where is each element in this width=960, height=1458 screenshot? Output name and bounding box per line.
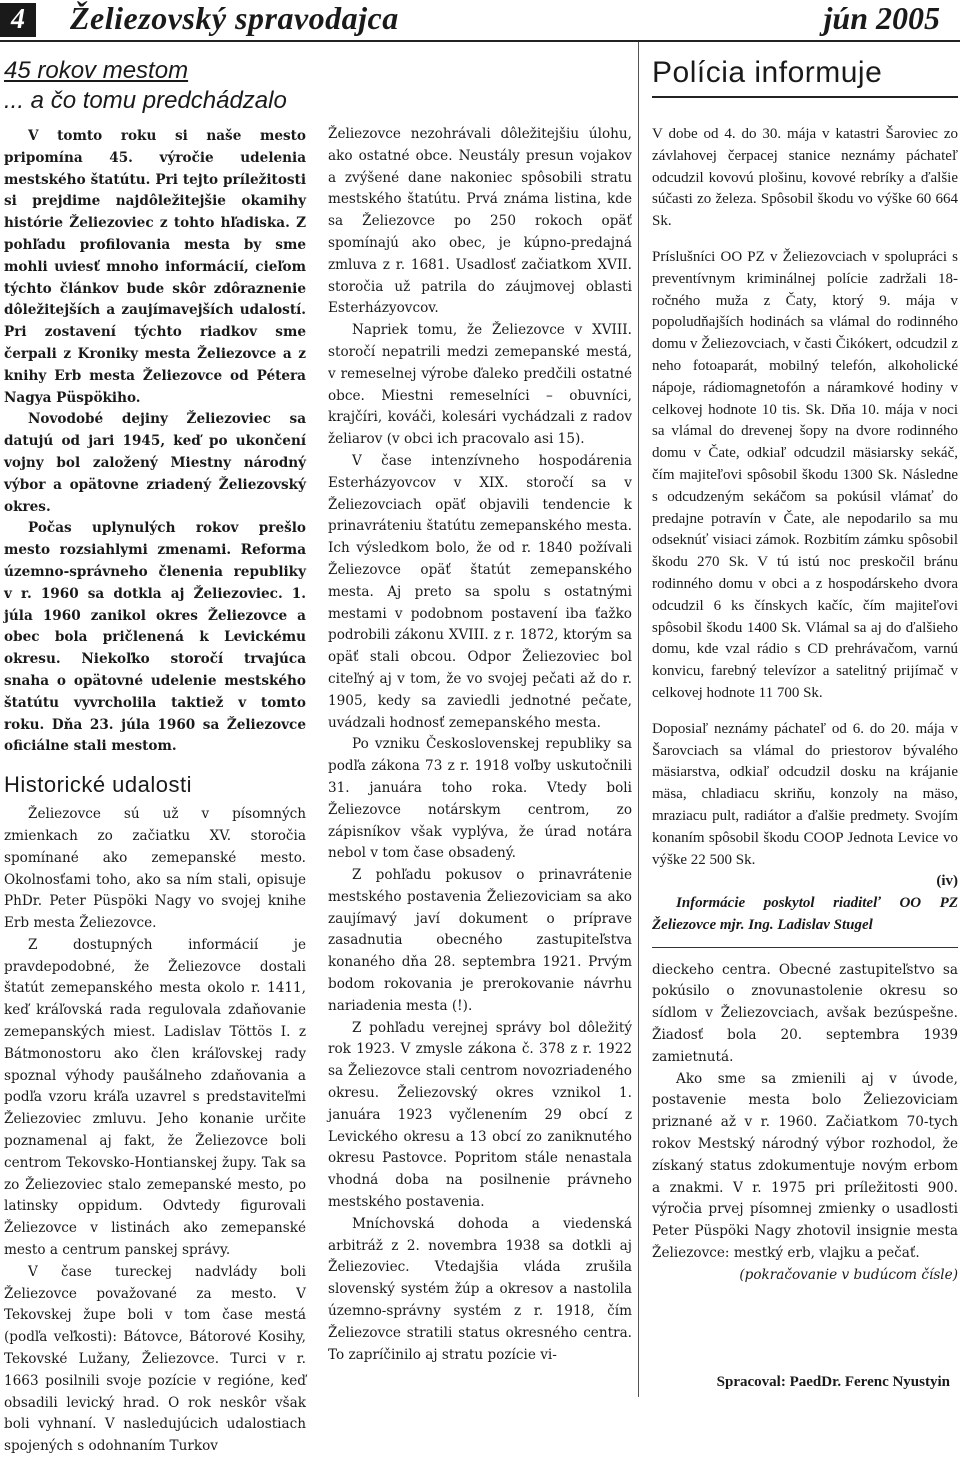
section-heading: Historické udalosti (4, 772, 193, 798)
police-signature: (iv) (936, 873, 958, 890)
police-report: Doposiaľ neznámy páchateľ od 6. do 20. mája v Šarovciach sa vlámal do priestorov bývalého mäsiarstva, odkiaľ odcudzil dosku na krájanie mäsa, chladiacu skriňu, konzoly na mäso, mraziacu pult, radiátor a ďalšie predmety. Svojím konaním spôsobil škodu COOP Jednota Levice vo výške 22 500 Sk. (652, 720, 958, 868)
article-column-3 (652, 124, 958, 1287)
body-paragraph: Želiezovce nezohrávali dôležitejšiu úlohu, ako ostatné obce. Neustály presun vojakov a zvýšené dane nakoniec spôsobili stratu mestského štatútu. Prvá známa listina, kde sa Želiezovce po 250 rokoch opäť spomínajú ako obec, je kúpno-predajná zmluva z r. 1681. Usadlosť začiatkom XVII. storočia už patrila do záujmovej oblasti Esterházyovcov. (328, 126, 632, 317)
lead-paragraph: Počas uplynulých rokov prešlo mesto rozsiahlymi zmenami. Reforma územno-správneho členenia republiky v r. 1960 sa dotkla aj Želiezoviec. 1. júla 1960 zanikol okres Želiezovce a obec bola pričlenená k Levickému okresu. Niekoľko storočí trvajúca snaha o opätovné udelenie mestského štatútu vyvrcholila taktiež v tomto roku. Dňa 23. júla 1960 sa Želiezovce oficiálne stali mestom. (4, 520, 306, 755)
issue-date: jún 2005 (823, 0, 940, 36)
lead-paragraph: Novodobé dejiny Želiezoviec sa datujú od jari 1945, keď po ukončení vojny bol založený Miestny národný výbor a opätovne zriadený Želiezovský okres. (4, 411, 306, 515)
body-paragraph: Želiezovce sú už v písomných zmienkach zo začiatku XV. storočia spomínané ako zemepanské mesto. Okolnosťami toho, ako sa ním stali, opisuje PhDr. Peter Püspöki Nagy vo svojej knihe Erb mesta Želiezovce. (4, 806, 306, 932)
body-paragraph: Po vzniku Československej republiky sa podľa zákona 73 z r. 1918 voľby uskutočnili 31. januára toho roka. Vtedy boli Želiezovce notárskym centrom, zo zápisníkov však vyplýva, že úrad notára nebol v tom čase obsadený. (328, 736, 632, 862)
section-divider (652, 947, 958, 948)
body-paragraph: Z pohľadu verejnej správy bol dôležitý rok 1923. V zmysle zákona č. 378 z r. 1922 sa Želiezovce stali centrom novozriadeného okresu. Želiezovský okres vznikol 1. januára 1923 vyčlenením 29 obcí z Levického okresu a 13 obcí zo zaniknutého okresu Pastovce. Popritom stále nenastala vhodná doba na posilnenie právneho mestského postavenia. (328, 1019, 632, 1211)
police-section (652, 56, 958, 98)
police-report: V dobe od 4. do 30. mája v katastri Šaroviec zo závlahovej čerpacej stanice neznámy páchateľ odcudzil kovovú plošinu, kovové rebríky a ďalšie súčasti zo železa. Spôsobil škodu vo výške 60 664 Sk. (652, 126, 958, 230)
page-number: 4 (0, 3, 36, 37)
article-title: 45 rokov mestom (4, 57, 189, 84)
article-author: Spracoval: PaedDr. Ferenc Nyustyin (716, 1374, 950, 1390)
article-column-2 (328, 124, 632, 1366)
body-paragraph: V čase intenzívneho hospodárenia Esterházyovcov v XIX. storočí sa v Želiezovciach opäť objavili tendencie k prinavráteniu štatútu zemepanského mesta. Ich výsledkom bolo, že od r. 1840 požívali Želiezovce opäť štatút zemepanského mesta. Aj preto sa spolu s ostatnými mestami v podobnom postavení iba ťažko podrobili zákonu XVIII. z r. 1872, ktorým sa opäť stali obcou. Odpor Želiezoviec bol citeľný aj v tom, že vo svojej pečati až do r. 1905, kedy sa zaviedli jednotné pečate, uvádzali hodnosť zemepanského mesta. (328, 452, 632, 731)
body-paragraph: Ako sme sa zmienili aj v úvode, postavenie mesta bolo Želiezoviciam priznané až v r. 1960. Začiatkom 70-tych rokov Mestský národný výbor rozhodol, že získaný status zdokumentuje novým erbom a znakmi. V r. 1975 pri príležitosti 900. výročia prvej písomnej zmienky o usadlosti Peter Püspöki Nagy zhotovil insignie mesta Želiezovce: mestký erb, vlajku a pečať. (652, 1070, 958, 1262)
continuation-note: (pokračovanie v budúcom čísle) (739, 1266, 958, 1283)
body-paragraph: Napriek tomu, že Želiezovce v XVIII. storočí nepatrili medzi zemepanské mestá, v remeselnej výrobe ďaleko predčili ostatné obce. Miestni remeselníci – obuvníci, krajčíri, kováči, kolesári vychádzali z radov želiarov (v obci ich pracovalo asi 15). (328, 322, 632, 448)
page-header (0, 0, 960, 38)
header-rule (0, 40, 960, 42)
body-paragraph: Z pohľadu pokusov o prinavrátenie mestského postavenia Želiezoviciam sa ako zaujímavý javí dokument o príprave zasadnutia obecného zastupiteľstva konaného dňa 28. septembra 1921. Prvým bodom rokovania je prerokovanie návrhu nariadenia mesta (!). (328, 867, 632, 1014)
lead-paragraph: V tomto roku si naše mesto pripomína 45. výročie udelenia mestského štatútu. Pri tejto príležitosti si prejdime najdôležitejšie okamihy histórie Želiezoviec z tohto hľadiska. Z pohľadu profilovania mesta by sme mohli uviesť mnoho informácií, cieľom týchto článkov bude skôr zdôraznenie dôležitejších a zaujímavejších udalostí. Pri zostavení týchto riadkov sme čerpali z Kroniky mesta Želiezovce a z knihy Erb mesta Želiezovce od Pétera Nagya Püspökiho. (4, 128, 306, 406)
column-divider (638, 42, 639, 1397)
body-paragraph: dieckeho centra. Obecné zastupiteľstvo sa pokúsilo o znovunastolenie okresu so sídlom v Želiezovciach, avšak bezúspešne. Žiadosť bola 20. septembra 1939 zamietnutá. (652, 961, 958, 1065)
newspaper-title: Želiezovský spravodajca (70, 0, 399, 36)
police-report: Príslušníci OO PZ v Želiezovciach v spolupráci s preventívnym kriminálnej polície zadržali 18-ročného muža z Čaty, ktorý 9. mája v popoludňajších hodinách sa vlámal do rodinného domu v Želiezovciach, v časti Čikókert, odcudzil z neho fotoaparát, mobilný telefón, alkoholické nápoje, rádiomagnetofón a náramkové hodiny v celkovej hodnote 10 tis. Sk. Dňa 10. mája v noci sa vlámal do drevenej šopy na dvore rodinného domu v Čate, odkiaľ odcudzil mäsiarsky sekáč, čím majiteľovi spôsobil škodu 1300 Sk. Následne s odcudzeným sekáčom sa pokúsil vlámať do predajne potravín v Čate, ale nepodarilo sa mu odseknúť visiaci zámok. Rozbitím zámku spôsobil škodu 270 Sk. V tú istú noc preskočil bránu rodinného domu v obci a z hospodárskeho dvora odcudzil 6 ks čínskych kačíc, čím majiteľovi spôsobil škodu 1400 Sk. Vlámal sa aj do ďalšieho domu, kde vzal rádio s CD prehrávačom, varnú konvicu, farebný televízor a satelitný prijímač v celkovej hodnote 11 700 Sk. (652, 248, 958, 701)
article-subtitle: ... a čo tomu predchádzalo (4, 87, 287, 114)
police-credit: Informácie poskytol riaditeľ OO PZ Želiezovce mjr. Ing. Ladislav Stugel (652, 895, 958, 933)
police-title: Polícia informuje (652, 56, 883, 89)
body-paragraph: V čase tureckej nadvlády boli Želiezovce považované za mesto. V Tekovskej župe boli v tom čase mestá (podľa veľkosti): Bátovce, Bátorové Kosihy, Tekovské Lužany, Želiezovce. Turci v r. 1663 posilnili svoje pozície v regióne, keď obsadili levický hrad. O rok neskôr však boli vyhnaní. V nasledujúcich udalostiach spojených s odohnaním Turkov (4, 1263, 306, 1455)
body-paragraph: Z dostupných informácií je pravdepodobné, že Želiezovce dostali štatút zemepanského mesta okolo r. 1411, keď kráľovská rada regulovala zdaňovanie zemepanských miest. Ladislav Töttös I. z Bátmonostoru ako člen kráľovskej rady spoznal výhody paušálneho zdaňovania a podľa vzoru kráľa uzavrel s predstaviteľmi Želiezoviec zmluvu. Jeho konanie určite poznamenal aj fakt, že Želiezovce boli centrom Tekovsko-Hontianskej župy. Tak sa zo Želiezoviec stalo zemepanské mesto, po latinsky oppidum. Odvtedy figurovali Želiezovce v listinách ako zemepanské mesto a centrum panskej správy. (4, 936, 306, 1259)
police-title-rule (652, 96, 958, 98)
article-column-1 (4, 56, 306, 1458)
body-paragraph: Mníchovská dohoda a viedenská arbitráž z 2. novembra 1938 sa dotkli aj Želiezoviec. Vtedajšia vláda zrušila slovenský systém žúp a okresov a nastolila územno-správny systém z r. 1918, čím Želiezovce stratili status okresného centra. To zapríčinilo aj stratu pozície vi- (328, 1215, 632, 1363)
